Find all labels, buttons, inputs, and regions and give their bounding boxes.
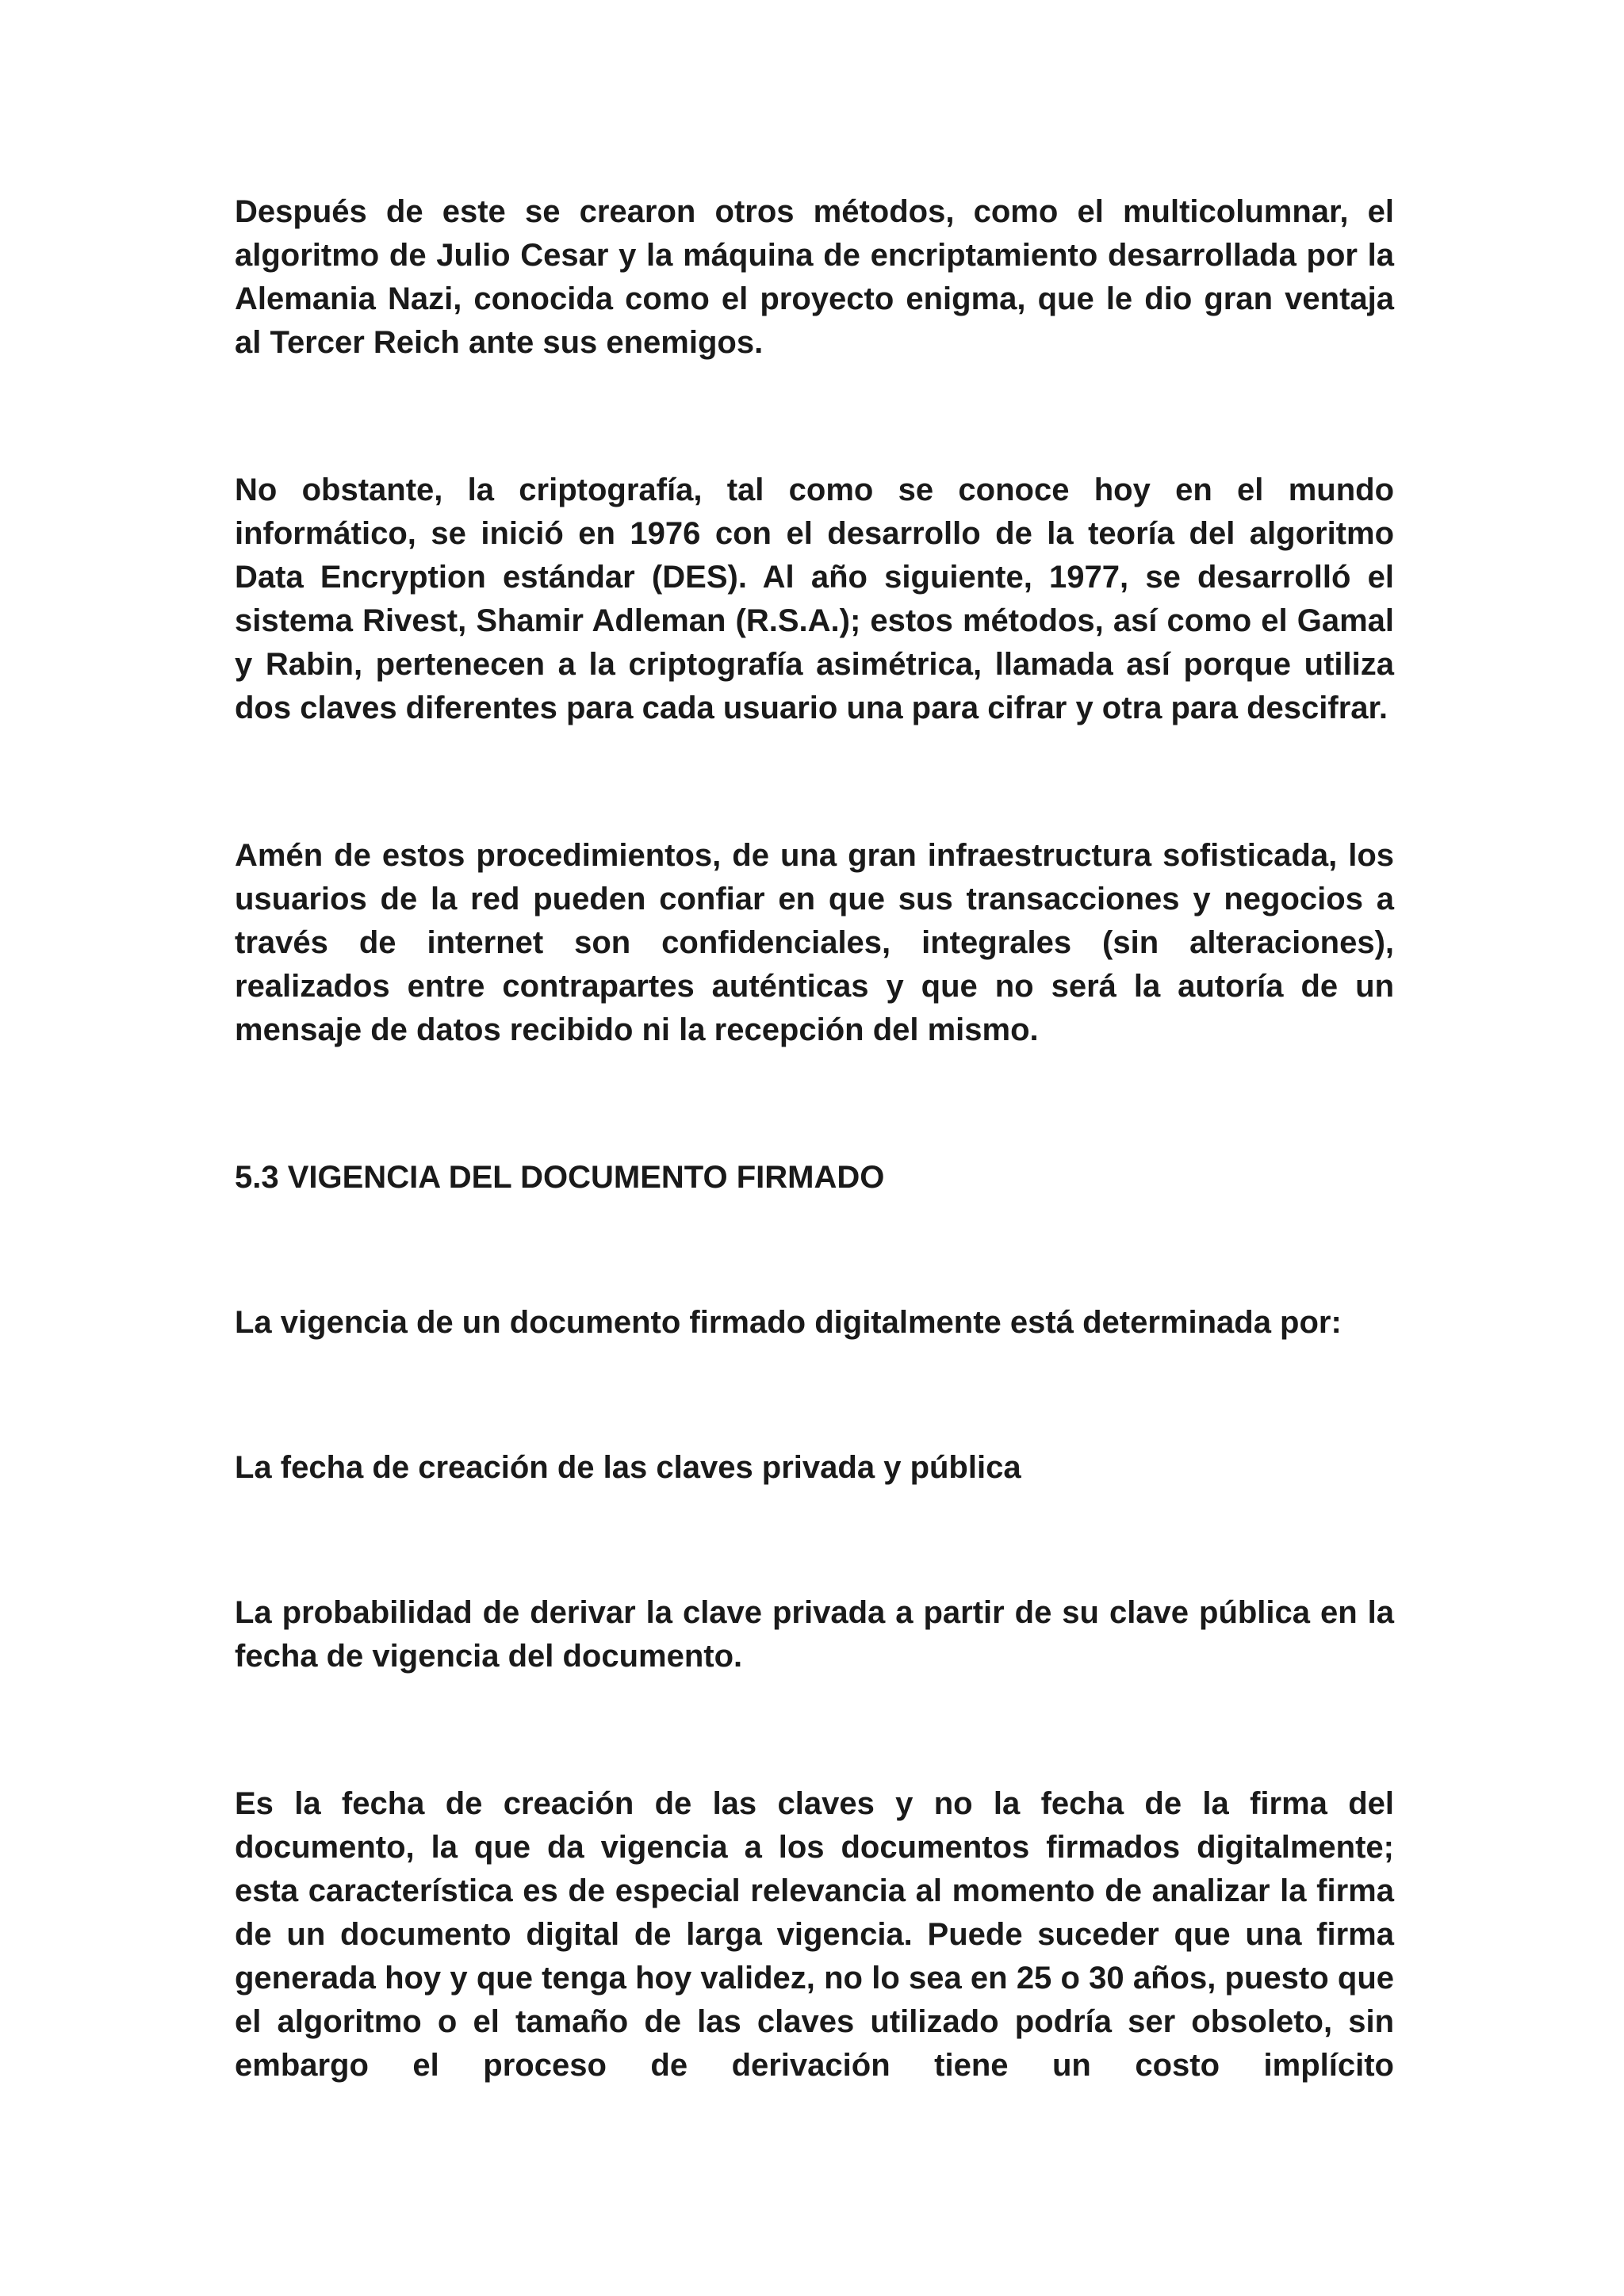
paragraph-modern-cryptography: No obstante, la criptografía, tal como se conoce hoy en el mundo informático, se inició en 1976 con el desarrollo de la teoría del algoritmo Data Encryption estándar (DES). Al año siguiente, 1977, se desarrolló el sistema Rivest, Shamir Adleman (R.S.A.); estos métodos, así como el Gamal y Rabin, pertenecen a la criptografía asimétrica, llamada así porque utiliza dos claves diferentes para cada usuario una para cifrar y otra para descifrar.: [235, 473, 1394, 725]
document-body: [235, 190, 1394, 2087]
paragraph-derivation-probability: La probabilidad de derivar la clave privada a partir de su clave pública en la fecha de vigencia del documento.: [235, 1595, 1394, 1674]
paragraph-key-creation-date: La fecha de creación de las claves privada y pública: [235, 1450, 1021, 1485]
paragraph-user-trust: Amén de estos procedimientos, de una gran infraestructura sofisticada, los usuarios de la red pueden confiar en que sus transacciones y negocios a través de internet son confidenciales, integrales (sin alteraciones), realizados entre contrapartes auténticas y que no será la autoría de un mensaje de datos recibido ni la recepción del mismo.: [235, 838, 1394, 1047]
section-heading: 5.3 VIGENCIA DEL DOCUMENTO FIRMADO: [235, 1160, 885, 1195]
paragraph-validity-explanation: Es la fecha de creación de las claves y no la fecha de la firma del documento, la que da vigencia a los documentos firmados digitalmente; esta característica es de especial relevancia al momento de analizar la firma de un documento digital de larga vigencia. Puede suceder que una firma generada hoy y que tenga hoy validez, no lo sea en 25 o 30 años, puesto que el algoritmo o el tamaño de las claves utilizado podría ser obsoleto, sin embargo el proceso de derivación tiene un costo implícito: [235, 1786, 1394, 2083]
paragraph-history-methods: Después de este se crearon otros métodos, como el multicolumnar, el algoritmo de Julio Cesar y la máquina de encriptamiento desarrollada por la Alemania Nazi, conocida como el proyecto enigma, que le dio gran ventaja al Tercer Reich ante sus enemigos.: [235, 194, 1394, 360]
paragraph-validity-intro: La vigencia de un documento firmado digitalmente está determinada por:: [235, 1305, 1342, 1340]
